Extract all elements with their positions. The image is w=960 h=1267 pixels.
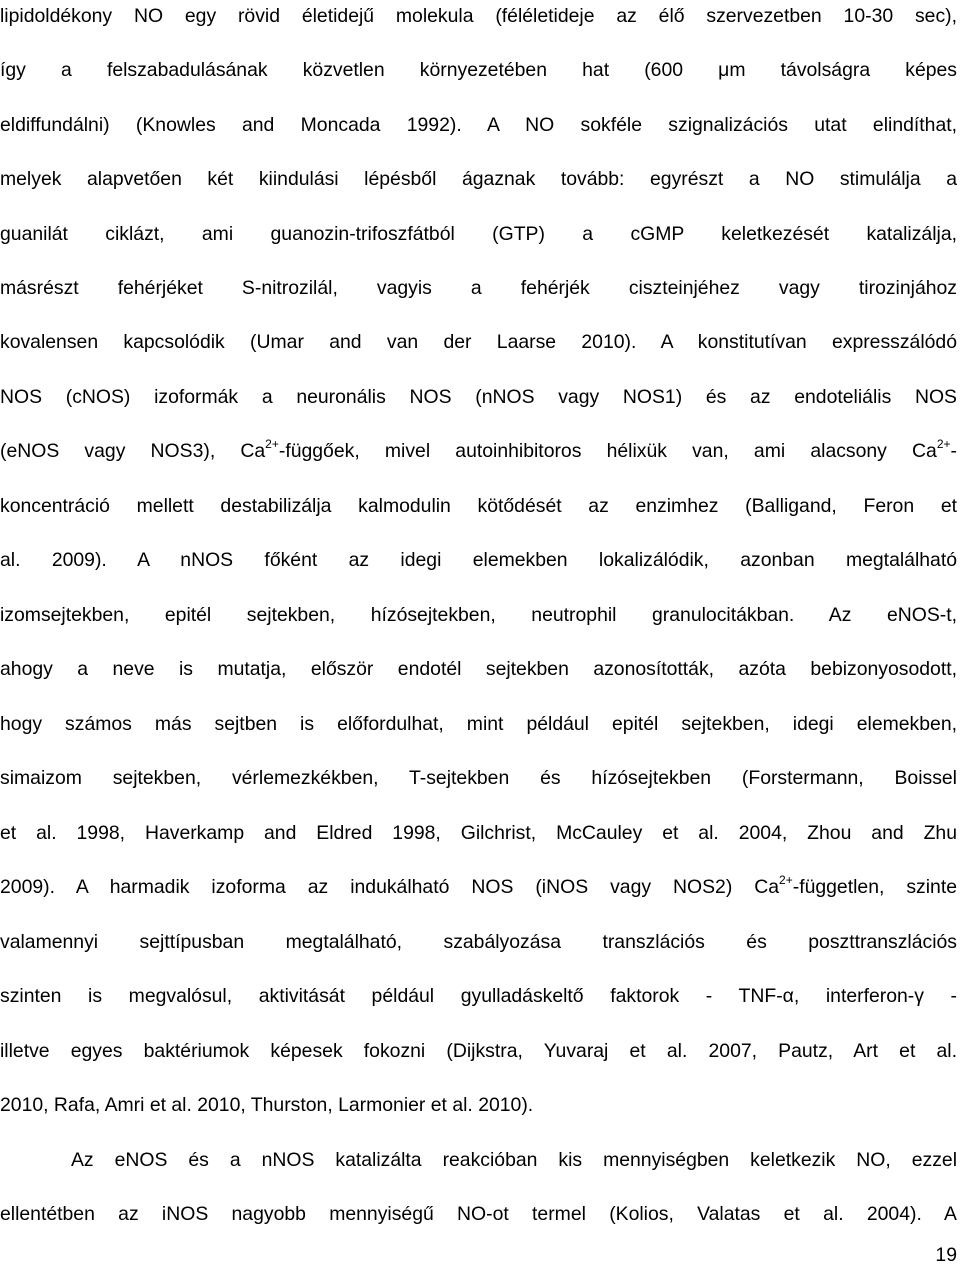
superscript: 2+ — [936, 437, 951, 451]
body-text-line — [0, 437, 957, 464]
body-text-line: 2010, Rafa, Amri et al. 2010, Thurston, Larmonier et al. 2010). — [0, 1094, 534, 1116]
page-number: 19 — [935, 1244, 957, 1266]
body-text-line: ellentétben az iNOS nagyobb mennyiségű NO-ot termel (Kolios, Valatas et al. 2004). A — [0, 1203, 957, 1225]
body-text-line: kovalensen kapcsolódik (Umar and van der Laarse 2010). A konstitutívan expresszálódó — [0, 331, 957, 353]
body-text-line: hogy számos más sejtben is előfordulhat, mint például epitél sejtekben, idegi elemekben, — [0, 713, 957, 735]
body-text-line: al. 2009). A nNOS főként az idegi elemekben lokalizálódik, azonban megtalálható — [0, 549, 957, 571]
body-text-line: simaizom sejtekben, vérlemezkékben, T-sejtekben és hízósejtekben (Forstermann, Boissel — [0, 767, 957, 789]
body-text-line: izomsejtekben, epitél sejtekben, hízósejtekben, neutrophil granulocitákban. Az eNOS-t, — [0, 604, 957, 626]
body-text-line: másrészt fehérjéket S-nitrozilál, vagyis a fehérjék ciszteinjéhez vagy tirozinjához — [0, 277, 957, 299]
body-text-line: valamennyi sejttípusban megtalálható, szabályozása transzlációs és poszttranszlációs — [0, 931, 957, 953]
text-segment: - — [950, 440, 957, 462]
body-text-line: melyek alapvetően két kiindulási lépésből ágaznak tovább: egyrészt a NO stimulálja a — [0, 168, 957, 190]
body-text-line: koncentráció mellett destabilizálja kalmodulin kötődését az enzimhez (Balligand, Feron et — [0, 495, 957, 517]
text-segment: (eNOS vagy NOS3), Ca — [0, 440, 266, 462]
body-text-line: NOS (cNOS) izoformák a neuronális NOS (nNOS vagy NOS1) és az endoteliális NOS — [0, 386, 957, 408]
body-text-line: guanilát ciklázt, ami guanozin-trifoszfátból (GTP) a cGMP keletkezését katalizálja, — [0, 223, 957, 245]
body-text-line: illetve egyes baktériumok képesek fokozni (Dijkstra, Yuvaraj et al. 2007, Pautz, Art et al. — [0, 1040, 957, 1062]
superscript: 2+ — [265, 437, 279, 451]
body-text-line: így a felszabadulásának közvetlen környezetében hat (600 μm távolságra képes — [0, 59, 957, 81]
body-text-line: lipidoldékony NO egy rövid életidejű molekula (féléletideje az élő szervezetben 10-30 sec), — [0, 5, 957, 27]
body-text-line: Az eNOS és a nNOS katalizálta reakcióban kis mennyiségben keletkezik NO, ezzel — [71, 1149, 957, 1171]
body-text-line: ahogy a neve is mutatja, először endotél sejtekben azonosították, azóta bebizonyosodott, — [0, 658, 957, 680]
body-text-line: eldiffundálni) (Knowles and Moncada 1992). A NO sokféle szignalizációs utat elindíthat, — [0, 114, 957, 136]
text-segment: -függőek, mivel autoinhibitoros hélixük van, ami alacsony Ca — [278, 440, 937, 462]
body-text-line: szinten is megvalósul, aktivitását például gyulladáskeltő faktorok - TNF-α, interferon-γ - — [0, 985, 957, 1007]
text-segment: -független, szinte — [792, 876, 957, 898]
body-text-line — [0, 873, 957, 900]
text-segment: 2009). A harmadik izoforma az indukálható NOS (iNOS vagy NOS2) Ca — [0, 876, 780, 898]
superscript: 2+ — [779, 873, 793, 887]
body-text-line: et al. 1998, Haverkamp and Eldred 1998, Gilchrist, McCauley et al. 2004, Zhou and Zhu — [0, 822, 957, 844]
